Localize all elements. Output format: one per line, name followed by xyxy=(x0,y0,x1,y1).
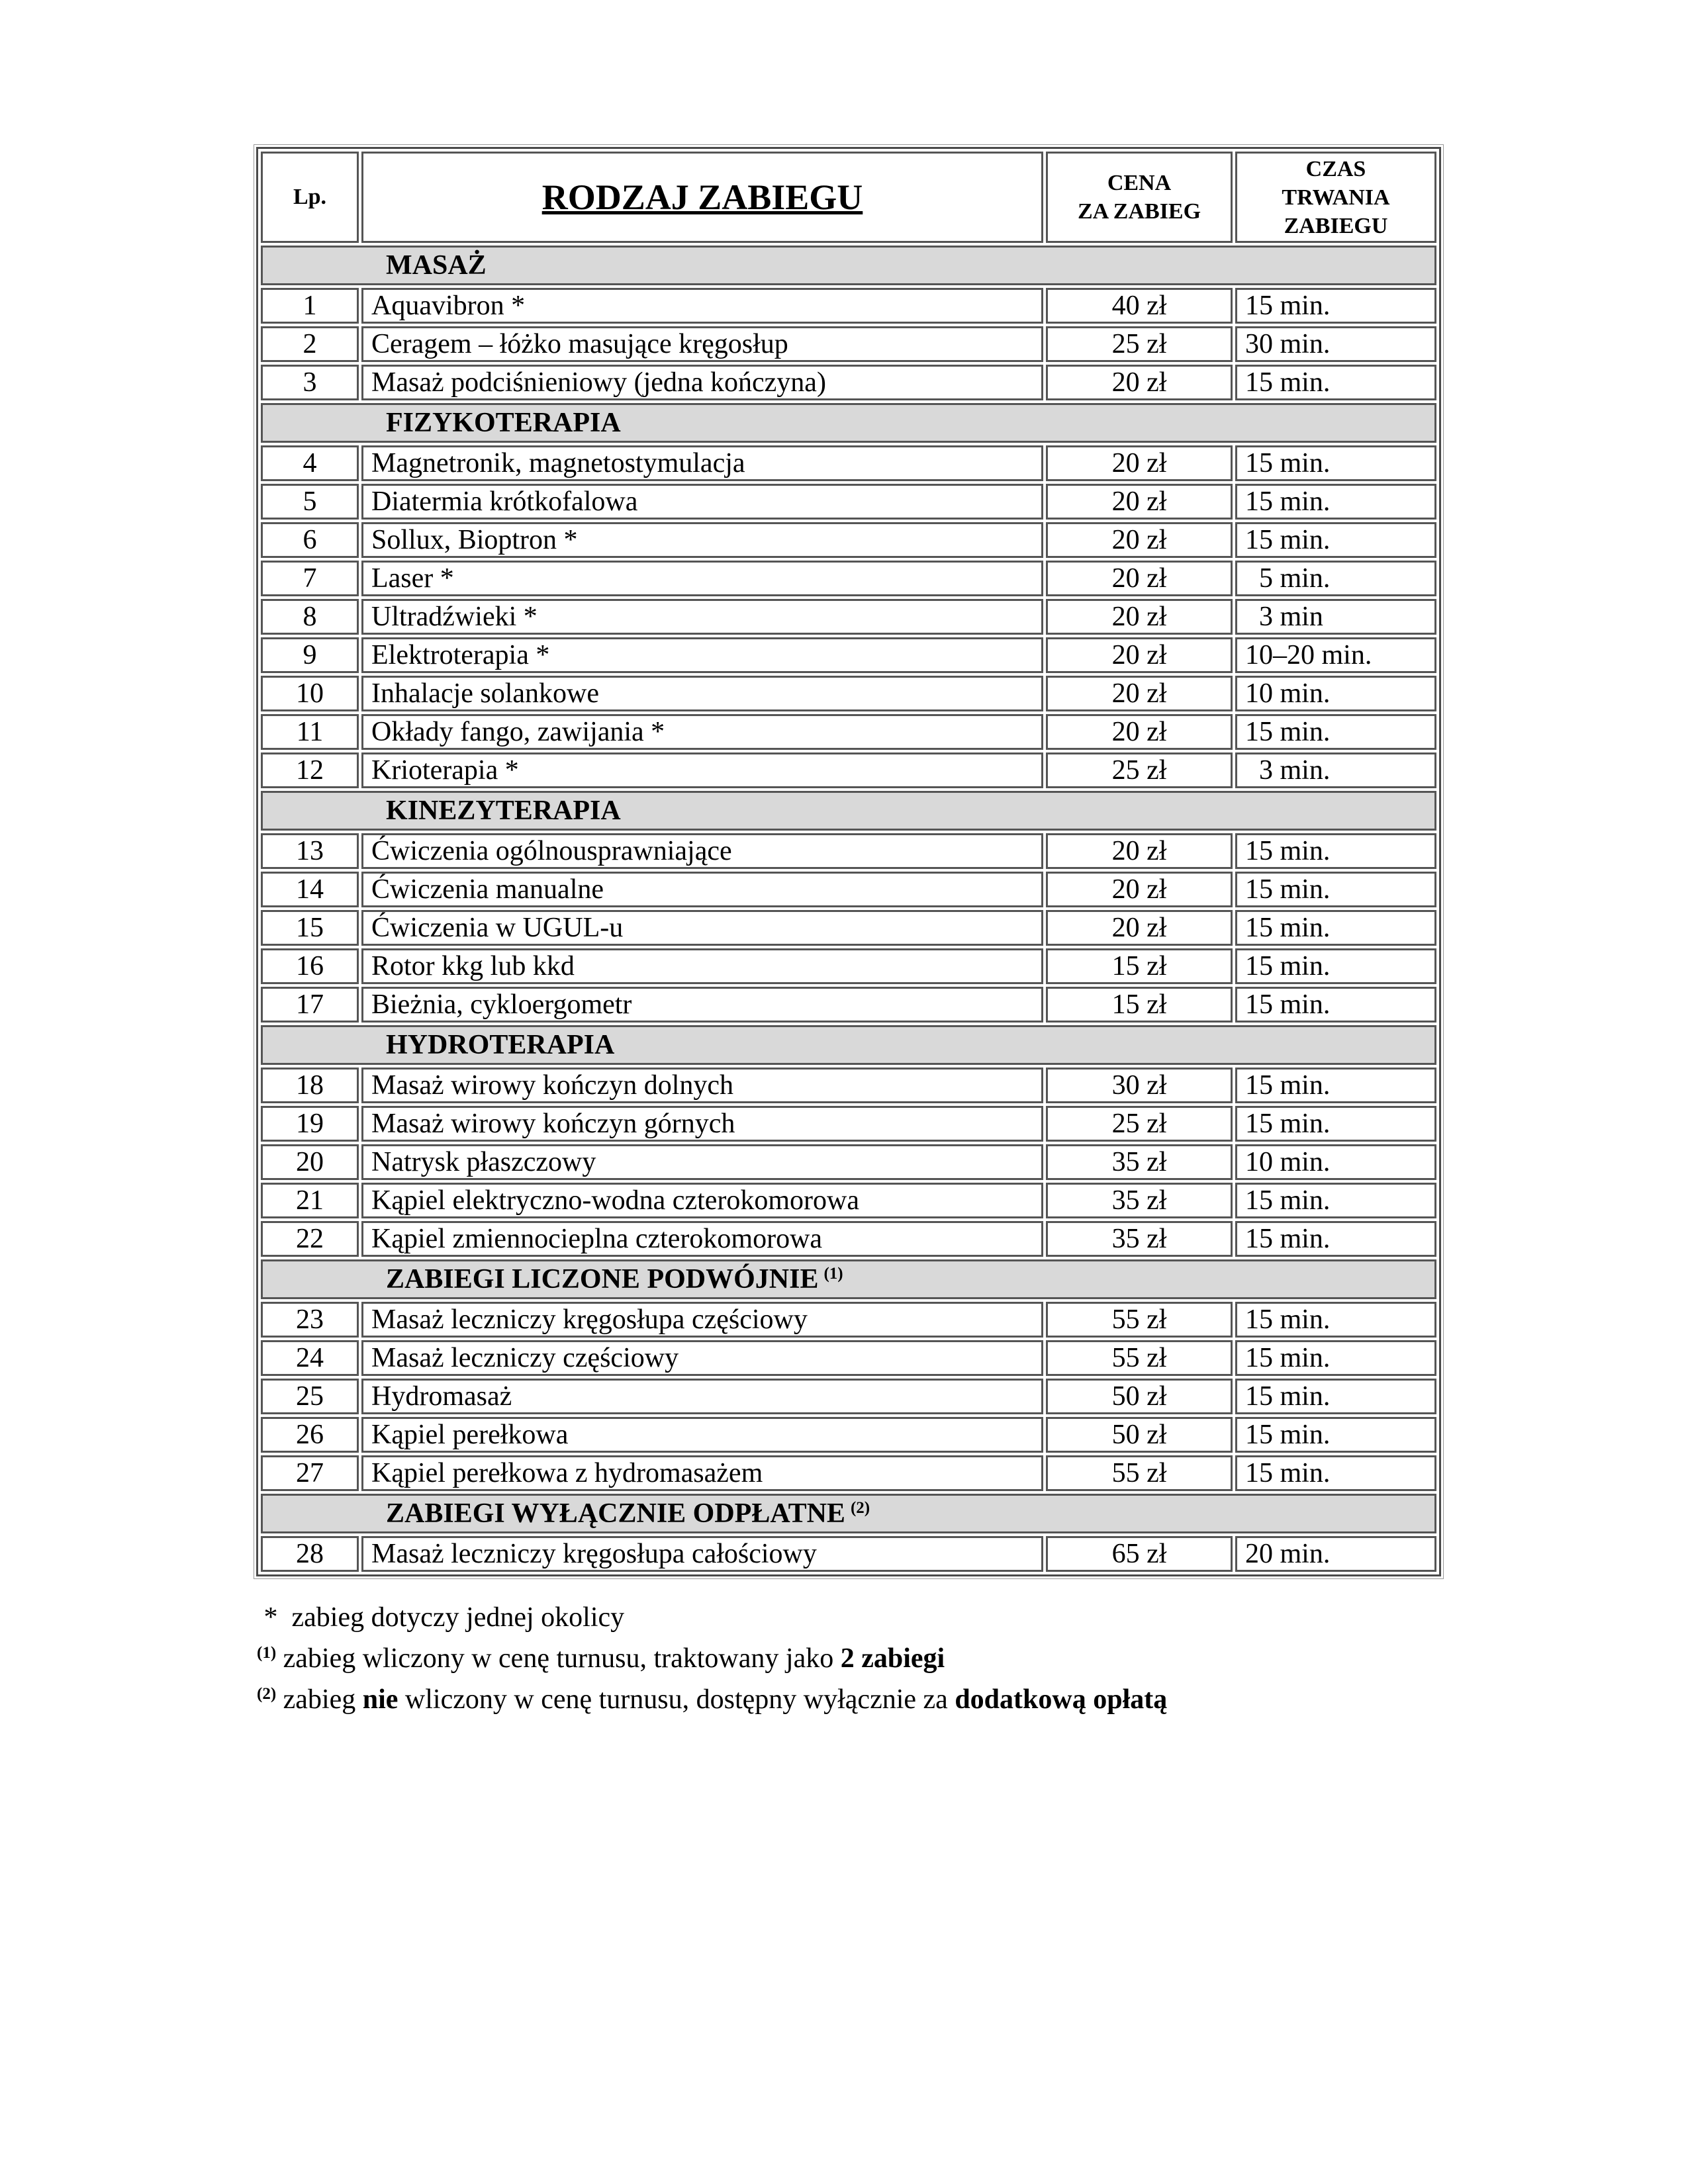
footnote-1-marker: (1) xyxy=(257,1644,277,1662)
section-title-text: FIZYKOTERAPIA xyxy=(386,408,621,438)
row-number: 2 xyxy=(261,326,359,362)
footnote-1 xyxy=(257,1635,1448,1676)
treatment-name: Kąpiel perełkowa xyxy=(361,1417,1043,1453)
footnote-2-bold-a: nie xyxy=(362,1684,399,1715)
section-title xyxy=(261,403,1436,443)
treatment-duration: 20 min. xyxy=(1235,1536,1436,1572)
treatment-name: Ceragem – łóżko masujące kręgosłup xyxy=(361,326,1043,362)
treatment-price: 20 zł xyxy=(1046,484,1233,520)
footnote-2-marker: (2) xyxy=(257,1685,277,1703)
table-row xyxy=(261,288,1436,324)
footnote-asterisk-marker: * xyxy=(257,1602,292,1633)
treatment-name: Masaż podciśnieniowy (jedna kończyna) xyxy=(361,365,1043,400)
treatment-price: 35 zł xyxy=(1046,1183,1233,1218)
treatment-duration: 15 min. xyxy=(1235,1106,1436,1142)
treatment-duration: 10 min. xyxy=(1235,676,1436,711)
table-row xyxy=(261,561,1436,596)
treatment-duration: 15 min. xyxy=(1235,1068,1436,1103)
header-duration xyxy=(1235,152,1436,243)
row-number: 6 xyxy=(261,522,359,558)
table-row xyxy=(261,1302,1436,1338)
table-row xyxy=(261,1340,1436,1376)
section-header-row xyxy=(261,246,1436,285)
row-number: 1 xyxy=(261,288,359,324)
treatment-price: 65 zł xyxy=(1046,1536,1233,1572)
treatment-name: Ultradźwieki * xyxy=(361,599,1043,635)
section-title-text: ZABIEGI LICZONE PODWÓJNIE xyxy=(386,1264,819,1295)
treatment-name: Krioterapia * xyxy=(361,752,1043,788)
table-body xyxy=(261,246,1436,1572)
row-number: 15 xyxy=(261,910,359,946)
section-header-row xyxy=(261,1494,1436,1533)
treatment-duration: 5 min. xyxy=(1235,561,1436,596)
treatment-name: Natrysk płaszczowy xyxy=(361,1144,1043,1180)
header-duration-line3: ZABIEGU xyxy=(1284,213,1388,238)
treatment-price: 25 zł xyxy=(1046,1106,1233,1142)
treatment-name: Magnetronik, magnetostymulacja xyxy=(361,445,1043,481)
treatment-price: 20 zł xyxy=(1046,910,1233,946)
treatment-duration: 15 min. xyxy=(1235,948,1436,984)
header-treatment-type: RODZAJ ZABIEGU xyxy=(361,152,1043,243)
section-title xyxy=(261,246,1436,285)
treatment-duration: 15 min. xyxy=(1235,1221,1436,1257)
treatment-duration: 15 min. xyxy=(1235,833,1436,869)
treatment-name: Masaż wirowy kończyn górnych xyxy=(361,1106,1043,1142)
table-row xyxy=(261,1417,1436,1453)
section-title xyxy=(261,1259,1436,1299)
treatment-price: 20 zł xyxy=(1046,445,1233,481)
header-price xyxy=(1046,152,1233,243)
treatment-price: 25 zł xyxy=(1046,752,1233,788)
treatment-duration: 30 min. xyxy=(1235,326,1436,362)
treatment-duration: 15 min. xyxy=(1235,910,1436,946)
footnote-1-text: zabieg wliczony w cenę turnusu, traktowany jako xyxy=(276,1643,841,1674)
table-row xyxy=(261,1455,1436,1491)
treatment-duration: 15 min. xyxy=(1235,1379,1436,1414)
treatment-name: Laser * xyxy=(361,561,1043,596)
row-number: 3 xyxy=(261,365,359,400)
section-header-row xyxy=(261,1025,1436,1065)
table-row xyxy=(261,987,1436,1023)
treatment-name: Kąpiel elektryczno-wodna czterokomorowa xyxy=(361,1183,1043,1218)
treatment-name: Masaż leczniczy kręgosłupa częściowy xyxy=(361,1302,1043,1338)
treatment-duration: 15 min. xyxy=(1235,484,1436,520)
header-price-line1: CENA xyxy=(1107,171,1172,195)
table-row xyxy=(261,1106,1436,1142)
row-number: 23 xyxy=(261,1302,359,1338)
section-title xyxy=(261,1025,1436,1065)
treatment-duration: 15 min. xyxy=(1235,1183,1436,1218)
treatment-name: Ćwiczenia w UGUL-u xyxy=(361,910,1043,946)
table-row xyxy=(261,1144,1436,1180)
row-number: 21 xyxy=(261,1183,359,1218)
treatment-name: Ćwiczenia ogólnousprawniające xyxy=(361,833,1043,869)
table-row xyxy=(261,714,1436,750)
section-title-text: ZABIEGI WYŁĄCZNIE ODPŁATNE xyxy=(386,1498,845,1529)
treatment-price: 20 zł xyxy=(1046,561,1233,596)
footnote-asterisk xyxy=(257,1600,1448,1635)
treatment-price-table xyxy=(256,147,1441,1576)
table-row xyxy=(261,1221,1436,1257)
treatment-duration: 15 min. xyxy=(1235,445,1436,481)
row-number: 16 xyxy=(261,948,359,984)
row-number: 24 xyxy=(261,1340,359,1376)
treatment-name: Elektroterapia * xyxy=(361,637,1043,673)
treatment-duration: 10 min. xyxy=(1235,1144,1436,1180)
footnote-1-bold: 2 zabiegi xyxy=(840,1643,945,1674)
table-row xyxy=(261,326,1436,362)
treatment-price: 20 zł xyxy=(1046,365,1233,400)
row-number: 5 xyxy=(261,484,359,520)
section-footnote-marker: (1) xyxy=(823,1265,843,1283)
treatment-duration: 15 min. xyxy=(1235,1455,1436,1491)
treatment-name: Kąpiel perełkowa z hydromasażem xyxy=(361,1455,1043,1491)
treatment-name: Masaż leczniczy częściowy xyxy=(361,1340,1043,1376)
table-row xyxy=(261,1536,1436,1572)
table-row xyxy=(261,637,1436,673)
table-row xyxy=(261,1379,1436,1414)
row-number: 28 xyxy=(261,1536,359,1572)
row-number: 12 xyxy=(261,752,359,788)
treatment-price: 50 zł xyxy=(1046,1379,1233,1414)
footnotes xyxy=(257,1600,1448,1717)
table-row xyxy=(261,445,1436,481)
row-number: 4 xyxy=(261,445,359,481)
treatment-name: Hydromasaż xyxy=(361,1379,1043,1414)
treatment-price: 20 zł xyxy=(1046,637,1233,673)
header-price-line2: ZA ZABIEG xyxy=(1077,199,1201,224)
table-row xyxy=(261,1183,1436,1218)
treatment-duration: 15 min. xyxy=(1235,1302,1436,1338)
row-number: 14 xyxy=(261,872,359,907)
treatment-price: 40 zł xyxy=(1046,288,1233,324)
row-number: 13 xyxy=(261,833,359,869)
row-number: 8 xyxy=(261,599,359,635)
treatment-price: 55 zł xyxy=(1046,1302,1233,1338)
row-number: 7 xyxy=(261,561,359,596)
table-row xyxy=(261,365,1436,400)
treatment-price: 20 zł xyxy=(1046,599,1233,635)
treatment-price: 50 zł xyxy=(1046,1417,1233,1453)
treatment-name: Okłady fango, zawijania * xyxy=(361,714,1043,750)
section-header-row xyxy=(261,403,1436,443)
section-header-row xyxy=(261,1259,1436,1299)
footnote-2-text-a: zabieg xyxy=(276,1684,363,1715)
table-row xyxy=(261,676,1436,711)
treatment-name: Aquavibron * xyxy=(361,288,1043,324)
header-duration-line1: CZAS xyxy=(1305,156,1366,181)
treatment-name: Rotor kkg lub kkd xyxy=(361,948,1043,984)
treatment-price: 35 zł xyxy=(1046,1144,1233,1180)
treatment-name: Bieżnia, cykloergometr xyxy=(361,987,1043,1023)
table-row xyxy=(261,522,1436,558)
treatment-price: 20 zł xyxy=(1046,833,1233,869)
treatment-duration: 15 min. xyxy=(1235,987,1436,1023)
section-title xyxy=(261,1494,1436,1533)
header-duration-line2: TRWANIA xyxy=(1282,185,1390,210)
table-row xyxy=(261,599,1436,635)
footnote-asterisk-text: zabieg dotyczy jednej okolicy xyxy=(291,1602,625,1633)
section-footnote-marker: (2) xyxy=(850,1499,870,1517)
treatment-price: 20 zł xyxy=(1046,522,1233,558)
treatment-name: Masaż wirowy kończyn dolnych xyxy=(361,1068,1043,1103)
row-number: 22 xyxy=(261,1221,359,1257)
table-row xyxy=(261,948,1436,984)
treatment-name: Diatermia krótkofalowa xyxy=(361,484,1043,520)
row-number: 18 xyxy=(261,1068,359,1103)
table-row xyxy=(261,872,1436,907)
treatment-price: 20 zł xyxy=(1046,714,1233,750)
treatment-duration: 15 min. xyxy=(1235,365,1436,400)
footnote-2 xyxy=(257,1676,1448,1717)
row-number: 27 xyxy=(261,1455,359,1491)
treatment-name: Sollux, Bioptron * xyxy=(361,522,1043,558)
treatment-duration: 15 min. xyxy=(1235,1417,1436,1453)
treatment-price: 25 zł xyxy=(1046,326,1233,362)
treatment-duration: 3 min xyxy=(1235,599,1436,635)
row-number: 20 xyxy=(261,1144,359,1180)
row-number: 9 xyxy=(261,637,359,673)
treatment-duration: 15 min. xyxy=(1235,872,1436,907)
table-row xyxy=(261,484,1436,520)
treatment-price: 15 zł xyxy=(1046,948,1233,984)
header-lp: Lp. xyxy=(261,152,359,243)
section-title-text: KINEZYTERAPIA xyxy=(386,796,621,826)
treatment-duration: 15 min. xyxy=(1235,288,1436,324)
treatment-price: 55 zł xyxy=(1046,1455,1233,1491)
footnote-2-text-b: wliczony w cenę turnusu, dostępny wyłącznie za xyxy=(398,1684,955,1715)
treatment-name: Masaż leczniczy kręgosłupa całościowy xyxy=(361,1536,1043,1572)
treatment-price: 55 zł xyxy=(1046,1340,1233,1376)
row-number: 26 xyxy=(261,1417,359,1453)
section-header-row xyxy=(261,791,1436,831)
treatment-name: Ćwiczenia manualne xyxy=(361,872,1043,907)
table-header-row xyxy=(261,152,1436,243)
table-row xyxy=(261,752,1436,788)
treatment-price: 20 zł xyxy=(1046,872,1233,907)
treatment-duration: 3 min. xyxy=(1235,752,1436,788)
treatment-price: 15 zł xyxy=(1046,987,1233,1023)
row-number: 17 xyxy=(261,987,359,1023)
treatment-duration: 10–20 min. xyxy=(1235,637,1436,673)
section-title-text: HYDROTERAPIA xyxy=(386,1030,615,1060)
treatment-name: Kąpiel zmiennocieplna czterokomorowa xyxy=(361,1221,1043,1257)
row-number: 25 xyxy=(261,1379,359,1414)
row-number: 11 xyxy=(261,714,359,750)
section-title-text: MASAŻ xyxy=(386,250,487,281)
treatment-name: Inhalacje solankowe xyxy=(361,676,1043,711)
treatment-price: 20 zł xyxy=(1046,676,1233,711)
treatment-price: 30 zł xyxy=(1046,1068,1233,1103)
footnote-2-bold-b: dodatkową opłatą xyxy=(955,1684,1168,1715)
treatment-price: 35 zł xyxy=(1046,1221,1233,1257)
table-row xyxy=(261,833,1436,869)
section-title xyxy=(261,791,1436,831)
table-row xyxy=(261,910,1436,946)
row-number: 19 xyxy=(261,1106,359,1142)
row-number: 10 xyxy=(261,676,359,711)
treatment-duration: 15 min. xyxy=(1235,1340,1436,1376)
table-row xyxy=(261,1068,1436,1103)
treatment-duration: 15 min. xyxy=(1235,522,1436,558)
treatment-duration: 15 min. xyxy=(1235,714,1436,750)
